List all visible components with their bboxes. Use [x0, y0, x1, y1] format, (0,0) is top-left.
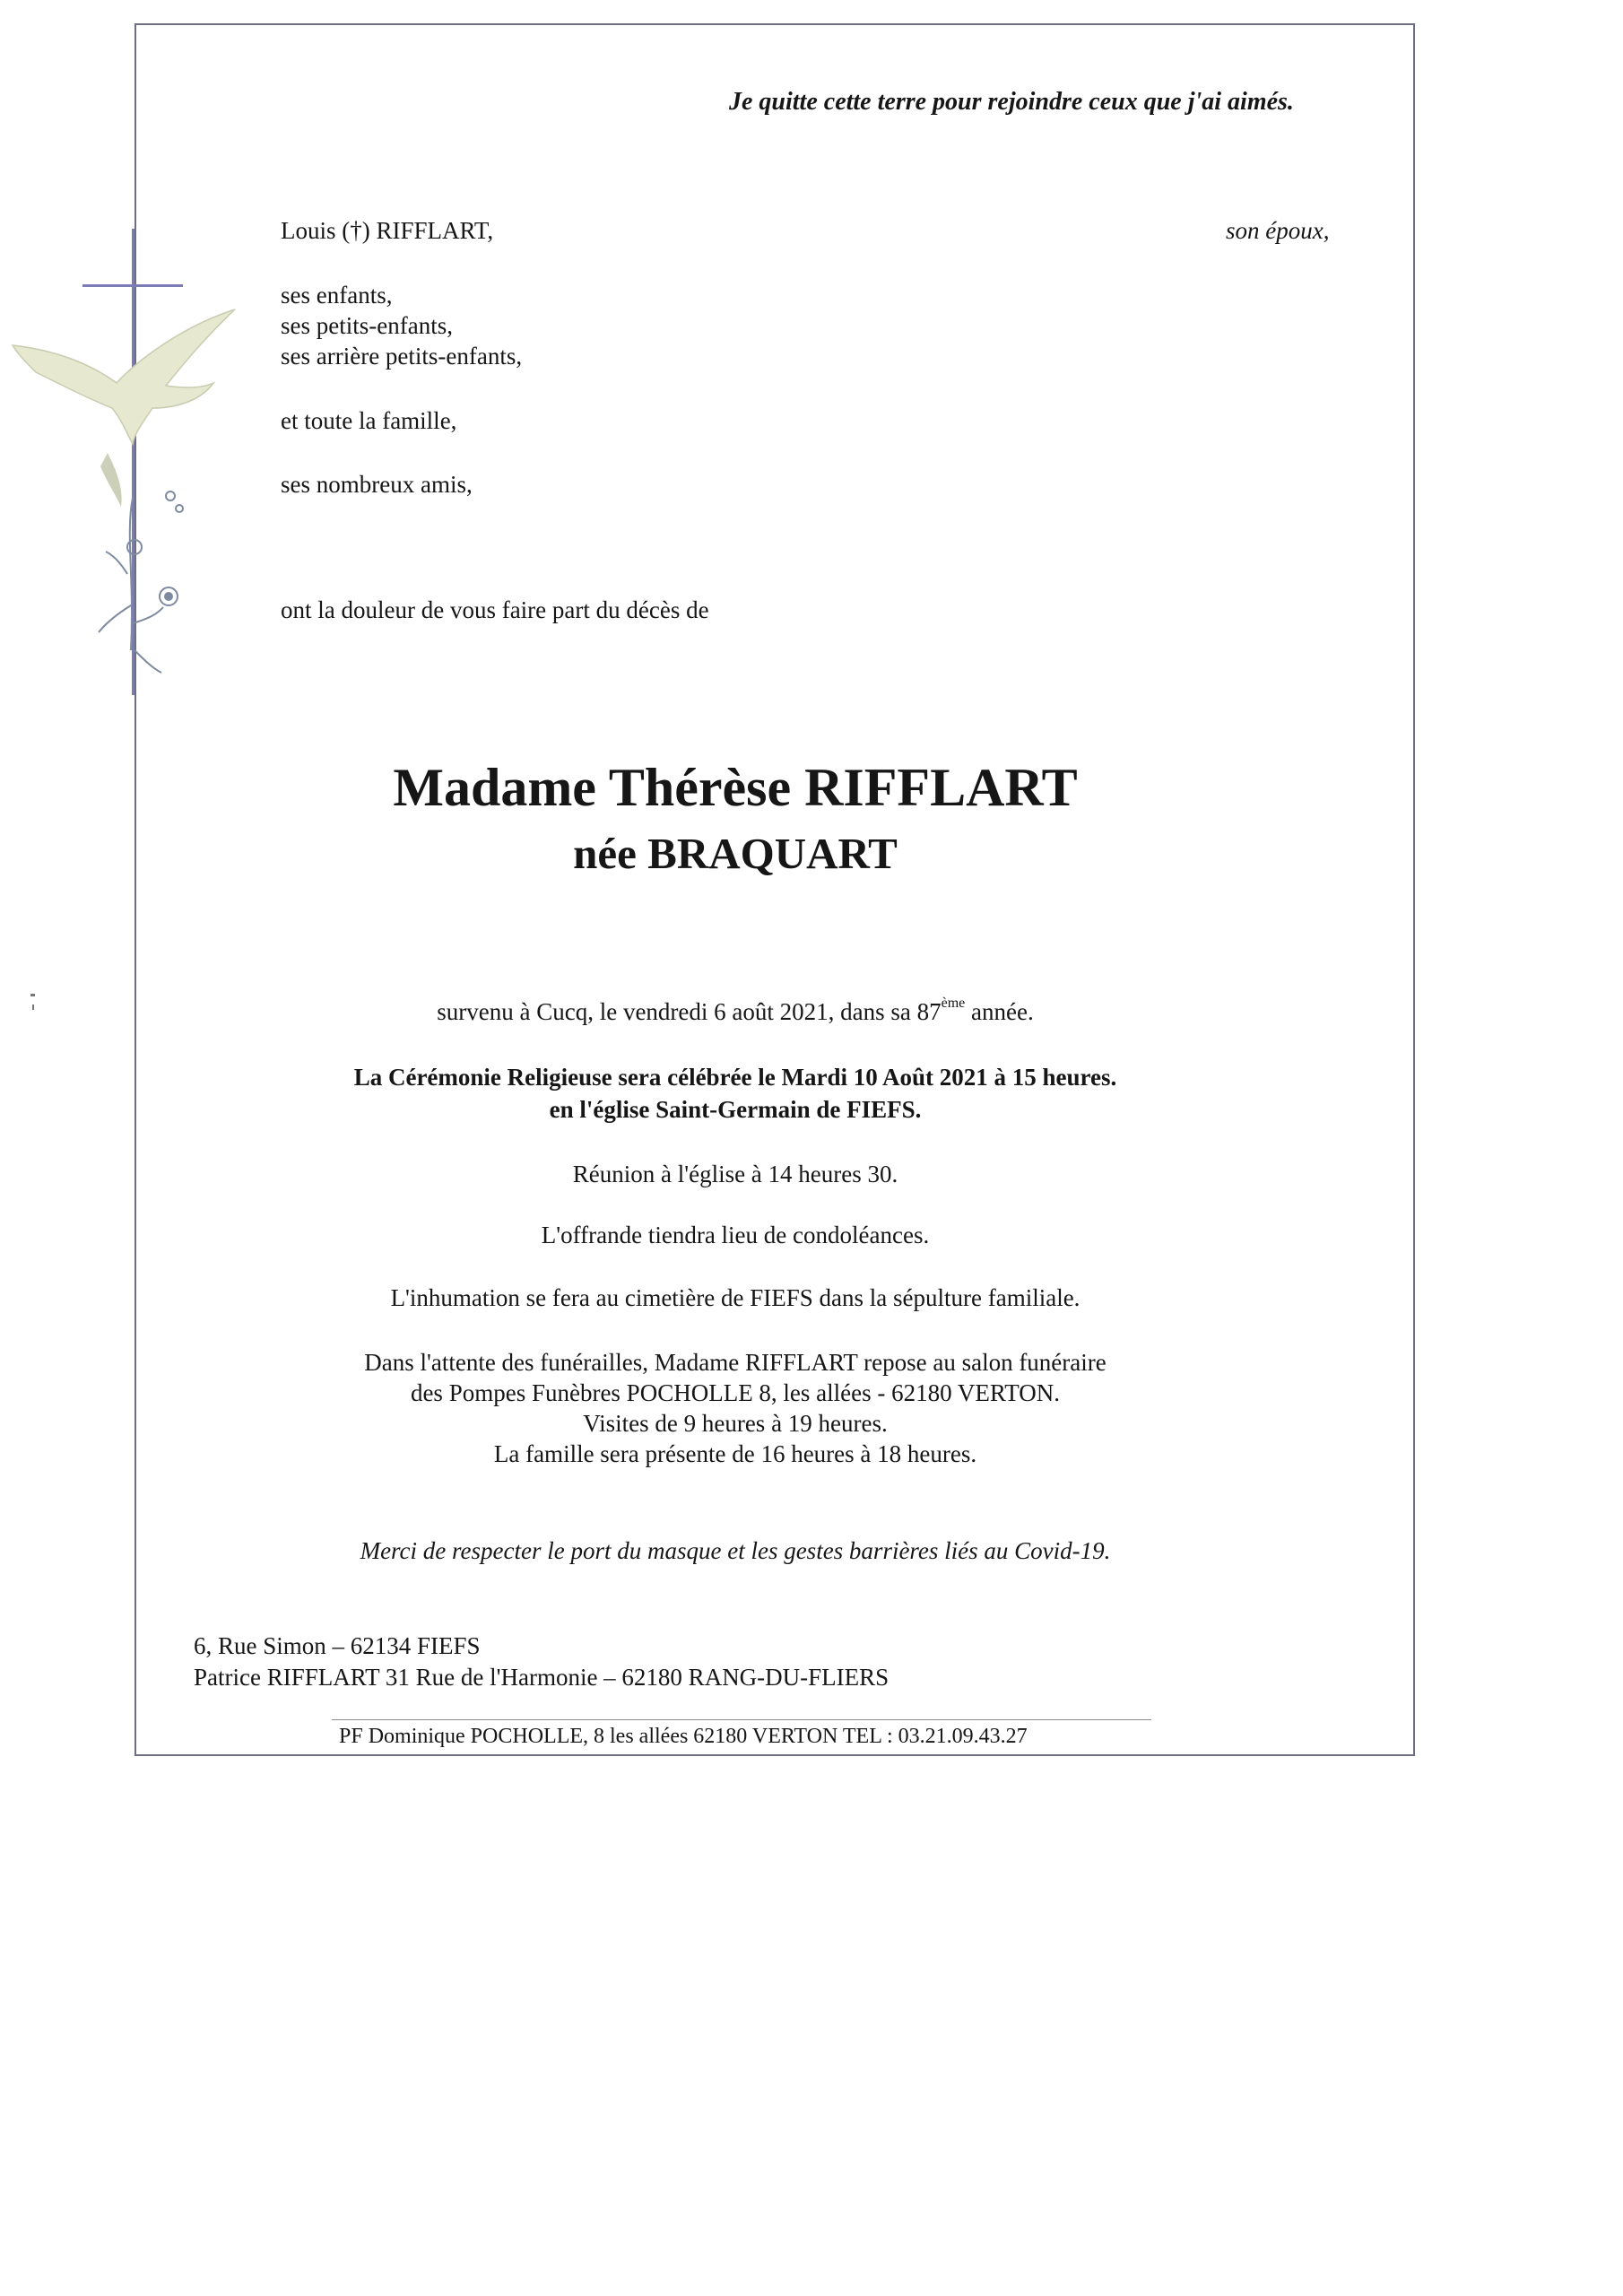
cross-icon: [82, 229, 183, 695]
flower-icon: [99, 491, 183, 673]
great-grandchildren-line: ses arrière petits-enfants,: [281, 343, 523, 370]
death-details-superscript: ème: [941, 996, 966, 1011]
meeting-line: Réunion à l'église à 14 heures 30.: [572, 1161, 898, 1187]
funeral-home-line-4: La famille sera présente de 16 heures à 18 heures.: [493, 1440, 977, 1467]
address-line-2: Patrice RIFFLART 31 Rue de l'Harmonie – 62180 RANG-DU-FLIERS: [194, 1664, 890, 1691]
ceremony-line-2: en l'église Saint-Germain de FIEFS.: [549, 1096, 922, 1123]
deceased-name: Madame Thérèse RIFFLART: [393, 758, 1078, 817]
burial-line: L'inhumation se fera au cimetière de FIEFS dans la sépulture familiale.: [390, 1284, 1081, 1311]
funeral-home-line-1: Dans l'attente des funérailles, Madame RIFFLART repose au salon funéraire: [364, 1349, 1107, 1376]
funeral-home-line-2: des Pompes Funèbres POCHOLLE 8, les allées - 62180 VERTON.: [410, 1379, 1061, 1406]
offering-line: L'offrande tiendra lieu de condoléances.: [541, 1222, 930, 1248]
ceremony-line-1: La Cérémonie Religieuse sera célébrée le Mardi 10 Août 2021 à 15 heures.: [353, 1064, 1117, 1091]
announcement-line: ont la douleur de vous faire part du décès de: [281, 596, 709, 623]
children-line: ses enfants,: [281, 282, 393, 309]
scan-speck: [30, 994, 35, 996]
dove-icon: [13, 309, 235, 507]
covid-notice: Merci de respecter le port du masque et les gestes barrières liés au Covid-19.: [360, 1537, 1111, 1564]
friends-line: ses nombreux amis,: [281, 471, 473, 498]
epigraph: Je quitte cette terre pour rejoindre ceux que j'ai aimés.: [729, 88, 1294, 116]
funeral-director-footer: PF Dominique POCHOLLE, 8 les allées 62180 VERTON TEL : 03.21.09.43.27: [339, 1725, 1028, 1748]
death-details-text: survenu à Cucq, le vendredi 6 août 2021, dans sa 87: [437, 998, 942, 1025]
funeral-home-line-3: Visites de 9 heures à 19 heures.: [583, 1410, 888, 1437]
cross-dove-illustration: [0, 229, 242, 695]
maiden-name: née BRAQUART: [573, 829, 898, 878]
death-details: [0, 996, 1471, 1025]
grandchildren-line: ses petits-enfants,: [281, 312, 453, 339]
spouse-role: son époux,: [1226, 217, 1330, 244]
death-details-end: année.: [965, 998, 1034, 1025]
spouse-name: Louis (†) RIFFLART,: [281, 217, 494, 244]
address-line-1: 6, Rue Simon – 62134 FIEFS: [194, 1632, 481, 1659]
whole-family-line: et toute la famille,: [281, 407, 457, 434]
footer-divider: [332, 1719, 1151, 1720]
